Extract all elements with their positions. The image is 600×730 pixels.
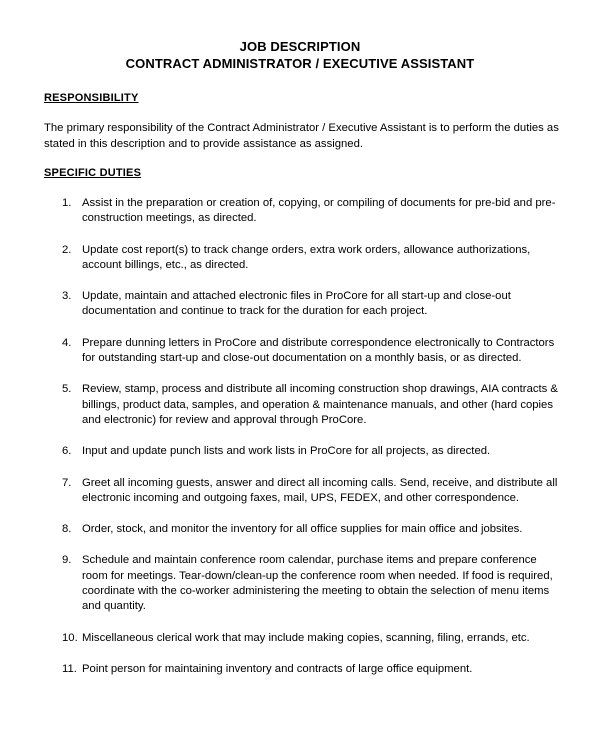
duty-number: 1. bbox=[62, 197, 72, 209]
duty-item bbox=[0, 243, 600, 274]
duty-item bbox=[0, 553, 600, 614]
duty-text: Order, stock, and monitor the inventory for all office supplies for main office and jobsites. bbox=[82, 523, 523, 536]
duty-number: 5. bbox=[62, 383, 72, 396]
duty-item bbox=[0, 444, 600, 459]
duty-number: 9. bbox=[62, 554, 72, 567]
title-line-position: CONTRACT ADMINISTRATOR / EXECUTIVE ASSISTANT bbox=[125, 56, 475, 71]
duty-item bbox=[0, 522, 600, 537]
title-line-job-description: JOB DESCRIPTION bbox=[239, 39, 361, 54]
duty-item bbox=[0, 382, 600, 428]
duty-number: 3. bbox=[62, 290, 72, 303]
duty-number: 2. bbox=[62, 243, 72, 256]
duty-item bbox=[0, 631, 600, 646]
duty-number: 10. bbox=[62, 631, 78, 644]
duty-number: 4. bbox=[62, 336, 72, 349]
duty-item bbox=[0, 336, 600, 367]
duty-number: 7. bbox=[62, 476, 72, 489]
duty-text: Point person for maintaining inventory and contracts of large office equipment. bbox=[82, 662, 473, 675]
specific-duties-heading: SPECIFIC DUTIES bbox=[44, 167, 142, 179]
duty-text: Update, maintain and attached electronic files in ProCore for all start-up and close-out documentation and continue to track for the duration for each project. bbox=[82, 290, 511, 318]
duty-item bbox=[0, 289, 600, 320]
duty-item bbox=[0, 196, 600, 227]
duties-list bbox=[0, 196, 600, 693]
duty-text: Greet all incoming guests, answer and direct all incoming calls. Send, receive, and distribute all electronic incoming and outgoing faxes, mail, UPS, FEDEX, and other correspondence. bbox=[82, 476, 558, 504]
duty-text: Input and update punch lists and work lists in ProCore for all projects, as directed. bbox=[82, 445, 491, 458]
duty-text: Assist in the preparation or creation of, copying, or compiling of documents for pre-bid and pre-construction meetings, as directed. bbox=[82, 197, 556, 225]
duty-text: Update cost report(s) to track change orders, extra work orders, allowance authorizations, account billings, etc., as directed. bbox=[82, 243, 531, 271]
responsibility-paragraph: The primary responsibility of the Contract Administrator / Executive Assistant is to perform the duties as stated in this description and to provide assistance as assigned. bbox=[44, 122, 559, 150]
document-title bbox=[0, 38, 600, 72]
duty-number: 6. bbox=[62, 445, 72, 458]
responsibility-heading: RESPONSIBILITY bbox=[44, 92, 139, 104]
duty-item bbox=[0, 662, 600, 677]
duty-number: 11. bbox=[62, 662, 77, 675]
duty-number: 8. bbox=[62, 523, 72, 536]
duty-text: Review, stamp, process and distribute all incoming construction shop drawings, AIA contracts & billings, product data, samples, and operation & maintenance manuals, and other (hard copies and electronic) for review and approval through ProCore. bbox=[82, 383, 558, 426]
duty-text: Prepare dunning letters in ProCore and distribute correspondence electronically to Contractors for outstanding start-up and close-out documentation on a monthly basis, or as directed. bbox=[82, 336, 555, 365]
duty-text: Schedule and maintain conference room calendar, purchase items and prepare conference room for meetings. Tear-down/clean-up the conference room when needed. If food is required, coordinate with the co-worker administering the meeting to obtain the selection of menu items and quantity. bbox=[82, 554, 553, 613]
duty-item bbox=[0, 476, 600, 507]
duty-text: Miscellaneous clerical work that may include making copies, scanning, filing, errands, etc. bbox=[82, 631, 530, 644]
